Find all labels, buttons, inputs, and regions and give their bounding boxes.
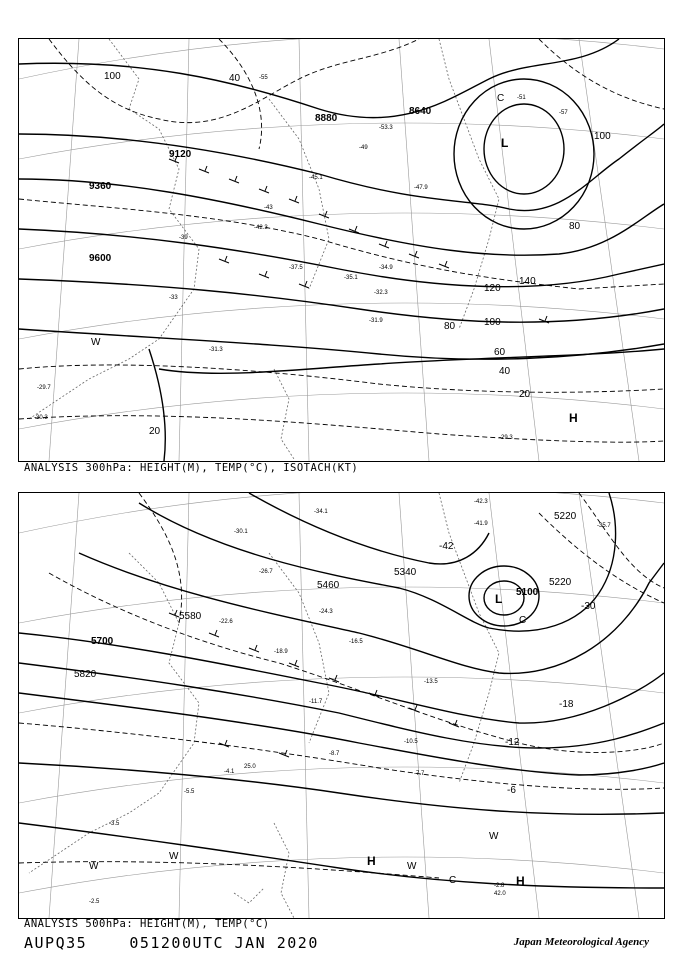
warm-center-label: W (407, 861, 417, 872)
height-label: 5100 (516, 587, 539, 598)
obs-value: -2.5 (89, 899, 100, 905)
station-obs (89, 499, 611, 905)
obs-value: 42.0 (494, 891, 506, 897)
low-center-label: L (495, 592, 503, 606)
warm-center-label: W (489, 831, 499, 842)
isotach-label: 40 (229, 73, 241, 84)
obs-value: -18.9 (274, 649, 288, 655)
obs-value: -39 (179, 235, 188, 241)
map-300hpa (18, 38, 665, 462)
height-label: 5220 (554, 511, 577, 522)
height-label: 5700 (91, 636, 114, 647)
height-label: 5460 (317, 580, 340, 591)
obs-value: -35.1 (344, 275, 358, 281)
temp-labels (439, 541, 596, 796)
isotach-label: 140 (519, 276, 536, 287)
height-label: 5340 (394, 567, 417, 578)
isotach-label: 100 (484, 317, 501, 328)
cold-center-label: C (519, 615, 527, 626)
obs-value: -10.5 (404, 739, 418, 745)
obs-value: -29.7 (37, 385, 51, 391)
chart-code: AUPQ35 (24, 934, 88, 952)
obs-value: -8.7 (329, 751, 340, 757)
chart-identifier (24, 934, 319, 952)
cold-center-label: C (497, 93, 505, 104)
warm-center-label: W (89, 861, 99, 872)
obs-value: -49 (359, 145, 368, 151)
coastline (29, 39, 499, 459)
wind-barbs (169, 156, 549, 323)
temp-label: -12 (505, 737, 520, 748)
isotach-label: 100 (104, 71, 121, 82)
obs-value: -31.9 (369, 318, 383, 324)
isotach-label: 120 (484, 283, 501, 294)
obs-value: -16.5 (349, 639, 363, 645)
height-label: 9360 (89, 181, 112, 192)
obs-value: -33 (169, 295, 178, 301)
obs-value: -11.7 (309, 699, 323, 705)
isotach-label: 80 (569, 221, 581, 232)
isotachs (19, 39, 664, 442)
obs-value: -5.5 (184, 789, 195, 795)
valid-time: 051200UTC JAN 2020 (129, 934, 319, 952)
temp-label: -6 (507, 785, 516, 796)
obs-value: -42.3 (254, 225, 268, 231)
obs-value: -4.1 (224, 769, 235, 775)
isotach-label: 40 (499, 366, 511, 377)
obs-value: -35.7 (597, 523, 611, 529)
isotach-label: 20 (149, 426, 161, 437)
map-500hpa (18, 492, 665, 919)
obs-value: -45.1 (309, 175, 323, 181)
height-label: 5220 (549, 577, 572, 588)
height-label: 5820 (74, 669, 97, 680)
obs-value: -22.6 (219, 619, 233, 625)
obs-value: -34.9 (379, 265, 393, 271)
height-label: 8880 (315, 113, 338, 124)
cold-center-label: C (449, 875, 457, 886)
low-rings (454, 79, 594, 229)
isotach-label: 80 (444, 321, 456, 332)
isotach-label: 20 (519, 389, 531, 400)
obs-value: -41.9 (474, 521, 488, 527)
obs-value: -2.8 (494, 883, 505, 889)
high-center-label: H (367, 854, 376, 868)
high-center-label: H (569, 411, 578, 425)
isotach-label: 100 (594, 131, 611, 142)
graticule (19, 39, 664, 461)
obs-value: -55 (259, 75, 268, 81)
obs-value: -47.9 (414, 185, 428, 191)
agency-name: Japan Meteorological Agency (513, 936, 649, 948)
obs-value: -51 (517, 95, 526, 101)
height-label: 5580 (179, 611, 202, 622)
warm-center-label: W (169, 851, 179, 862)
height-contours (19, 493, 664, 888)
isotach-label: 60 (494, 347, 506, 358)
obs-value: -34.1 (314, 509, 328, 515)
caption-500hpa: ANALYSIS 500hPa: HEIGHT(M), TEMP(°C) (24, 918, 270, 930)
obs-value: -42.3 (474, 499, 488, 505)
caption-300hpa: ANALYSIS 300hPa: HEIGHT(M), TEMP(°C), ISOTACH(KT) (24, 462, 359, 474)
obs-value: 25.0 (244, 764, 256, 770)
obs-value: -32.3 (374, 290, 388, 296)
height-contours (19, 39, 664, 461)
temp-label: -30 (581, 601, 596, 612)
obs-value: -7.7 (414, 771, 425, 777)
high-center-label: H (516, 874, 525, 888)
obs-value: -24.3 (319, 609, 333, 615)
obs-value: -37.5 (289, 265, 303, 271)
height-label: 8640 (409, 106, 432, 117)
obs-value: -53.3 (379, 125, 393, 131)
map-500hpa-canvas (19, 493, 664, 918)
obs-value: -29.3 (499, 435, 513, 441)
isotach-labels (104, 71, 611, 437)
height-label: 9120 (169, 149, 192, 160)
obs-value: -13.5 (424, 679, 438, 685)
obs-value: -30.1 (234, 529, 248, 535)
obs-value: -43 (264, 205, 273, 211)
obs-value: -26.7 (259, 569, 273, 575)
temp-label: -42 (439, 541, 454, 552)
obs-value: -30.3 (34, 415, 48, 421)
warm-center-label: W (91, 337, 101, 348)
map-300hpa-canvas (19, 39, 664, 461)
obs-value: -3.5 (109, 821, 120, 827)
temp-label: -18 (559, 699, 574, 710)
obs-value: -31.3 (209, 347, 223, 353)
height-label: 9600 (89, 253, 112, 264)
low-center-label: L (501, 136, 509, 150)
obs-value: -57 (559, 110, 568, 116)
